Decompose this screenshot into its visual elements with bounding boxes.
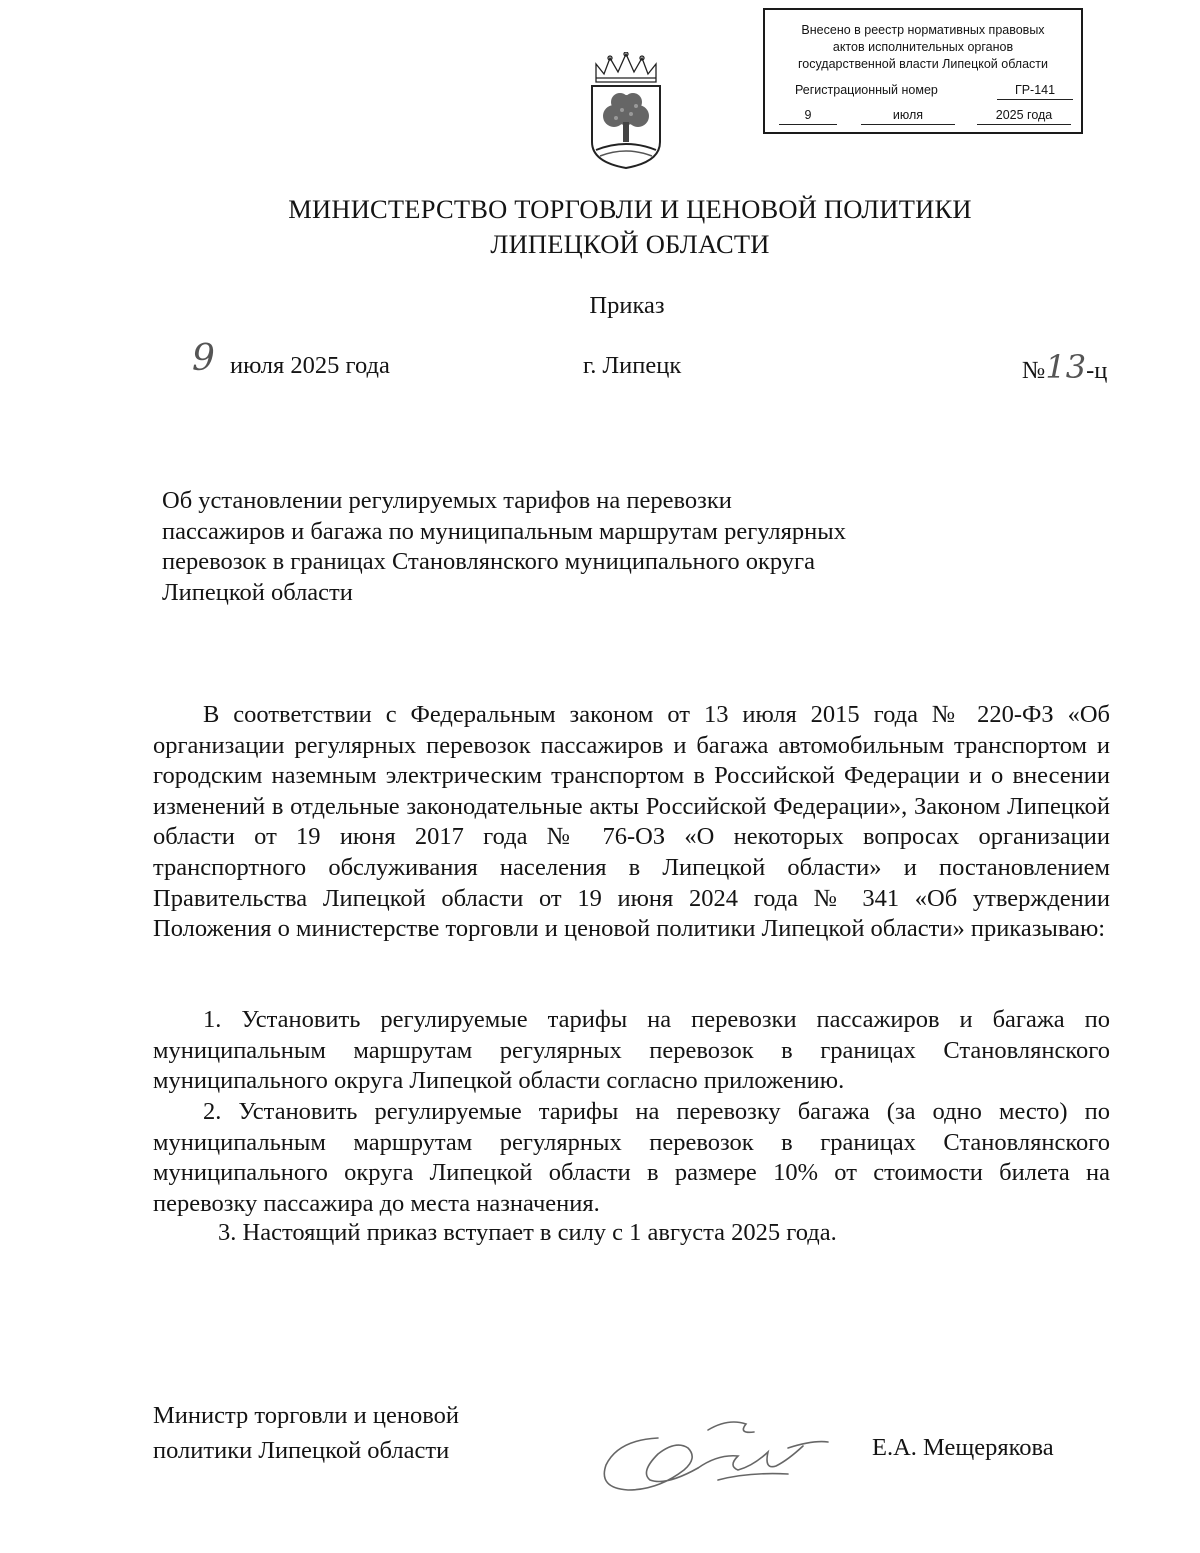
order-number-suffix: -ц <box>1086 357 1108 384</box>
preamble-paragraph: В соответствии с Федеральным законом от 13 июля 2015 года № 220-ФЗ «Об организации регулярных перевозок пассажиров и багажа автомобильным транспортом и городским наземным электрическим транспортом в Российской Федерации и о внесении изменений в отдельные законодательные акты Российской Федерации», Законом Липецкой области от 19 июня 2017 года № 76-ОЗ «О некоторых вопросах организации транспортного обслуживания населения в Липецкой области» и постановлением Правительства Липецкой области от 19 июня 2024 года № 341 «Об утверждении Положения о министерстве торговли и ценовой политики Липецкой области» приказываю: <box>153 701 1110 943</box>
stamp-registration-label: Регистрационный номер <box>795 83 938 97</box>
stamp-line-3: государственной власти Липецкой области <box>797 57 1049 71</box>
signatory-name: Е.А. Мещерякова <box>872 1434 1054 1461</box>
ministry-name <box>180 192 1080 262</box>
stamp-month: июля <box>861 107 955 125</box>
city: г. Липецк <box>583 352 682 379</box>
date-day-handwritten: 9 <box>192 338 215 379</box>
order-item-2: 2. Установить регулируемые тарифы на перевозку багажа (за одно место) по муниципальным маршрутам регулярных перевозок в границах Становлянского муниципального округа Липецкой области в размере 10% от стоимости билета на перевозку пассажира до места назначения. <box>153 1098 1110 1217</box>
ministry-name-line-2: ЛИПЕЦКОЙ ОБЛАСТИ <box>490 229 770 259</box>
signatory-position <box>153 1398 459 1468</box>
stamp-line-1: Внесено в реестр нормативных правовых <box>801 23 1045 37</box>
stamp-registration-number: ГР-141 <box>997 82 1073 100</box>
order-item-3: 3. Настоящий приказ вступает в силу с 1 августа 2025 года. <box>218 1219 837 1246</box>
stamp-day: 9 <box>779 107 837 125</box>
registry-stamp <box>763 8 1083 134</box>
signatory-position-line-1: Министр торговли и ценовой <box>153 1402 459 1429</box>
order-item-1: 1. Установить регулируемые тарифы на перевозки пассажиров и багажа по муниципальным маршрутам регулярных перевозок в границах Становлянского муниципального округа Липецкой области согласно приложению. <box>153 1006 1110 1095</box>
lipetsk-coat-of-arms-icon <box>586 52 666 170</box>
handwritten-signature-icon <box>588 1410 838 1500</box>
order-subject <box>162 486 922 608</box>
signatory-position-line-2: политики Липецкой области <box>153 1437 450 1464</box>
subject-line-2: пассажиров и багажа по муниципальным маршрутам регулярных <box>162 517 846 545</box>
document-type: Приказ <box>589 292 665 319</box>
subject-line-1: Об установлении регулируемых тарифов на перевозки <box>162 487 732 514</box>
subject-line-4: Липецкой области <box>162 578 353 606</box>
stamp-year: 2025 года <box>977 107 1071 125</box>
date-text: июля 2025 года <box>230 352 390 379</box>
ministry-name-line-1: МИНИСТЕРСТВО ТОРГОВЛИ И ЦЕНОВОЙ ПОЛИТИКИ <box>288 194 972 224</box>
stamp-line-2: актов исполнительных органов <box>832 40 1014 54</box>
subject-line-3: перевозок в границах Становлянского муниципального округа <box>162 548 815 575</box>
order-number-prefix: № <box>1022 357 1046 384</box>
order-number <box>1022 348 1107 386</box>
order-number-handwritten: 13 <box>1045 348 1087 386</box>
